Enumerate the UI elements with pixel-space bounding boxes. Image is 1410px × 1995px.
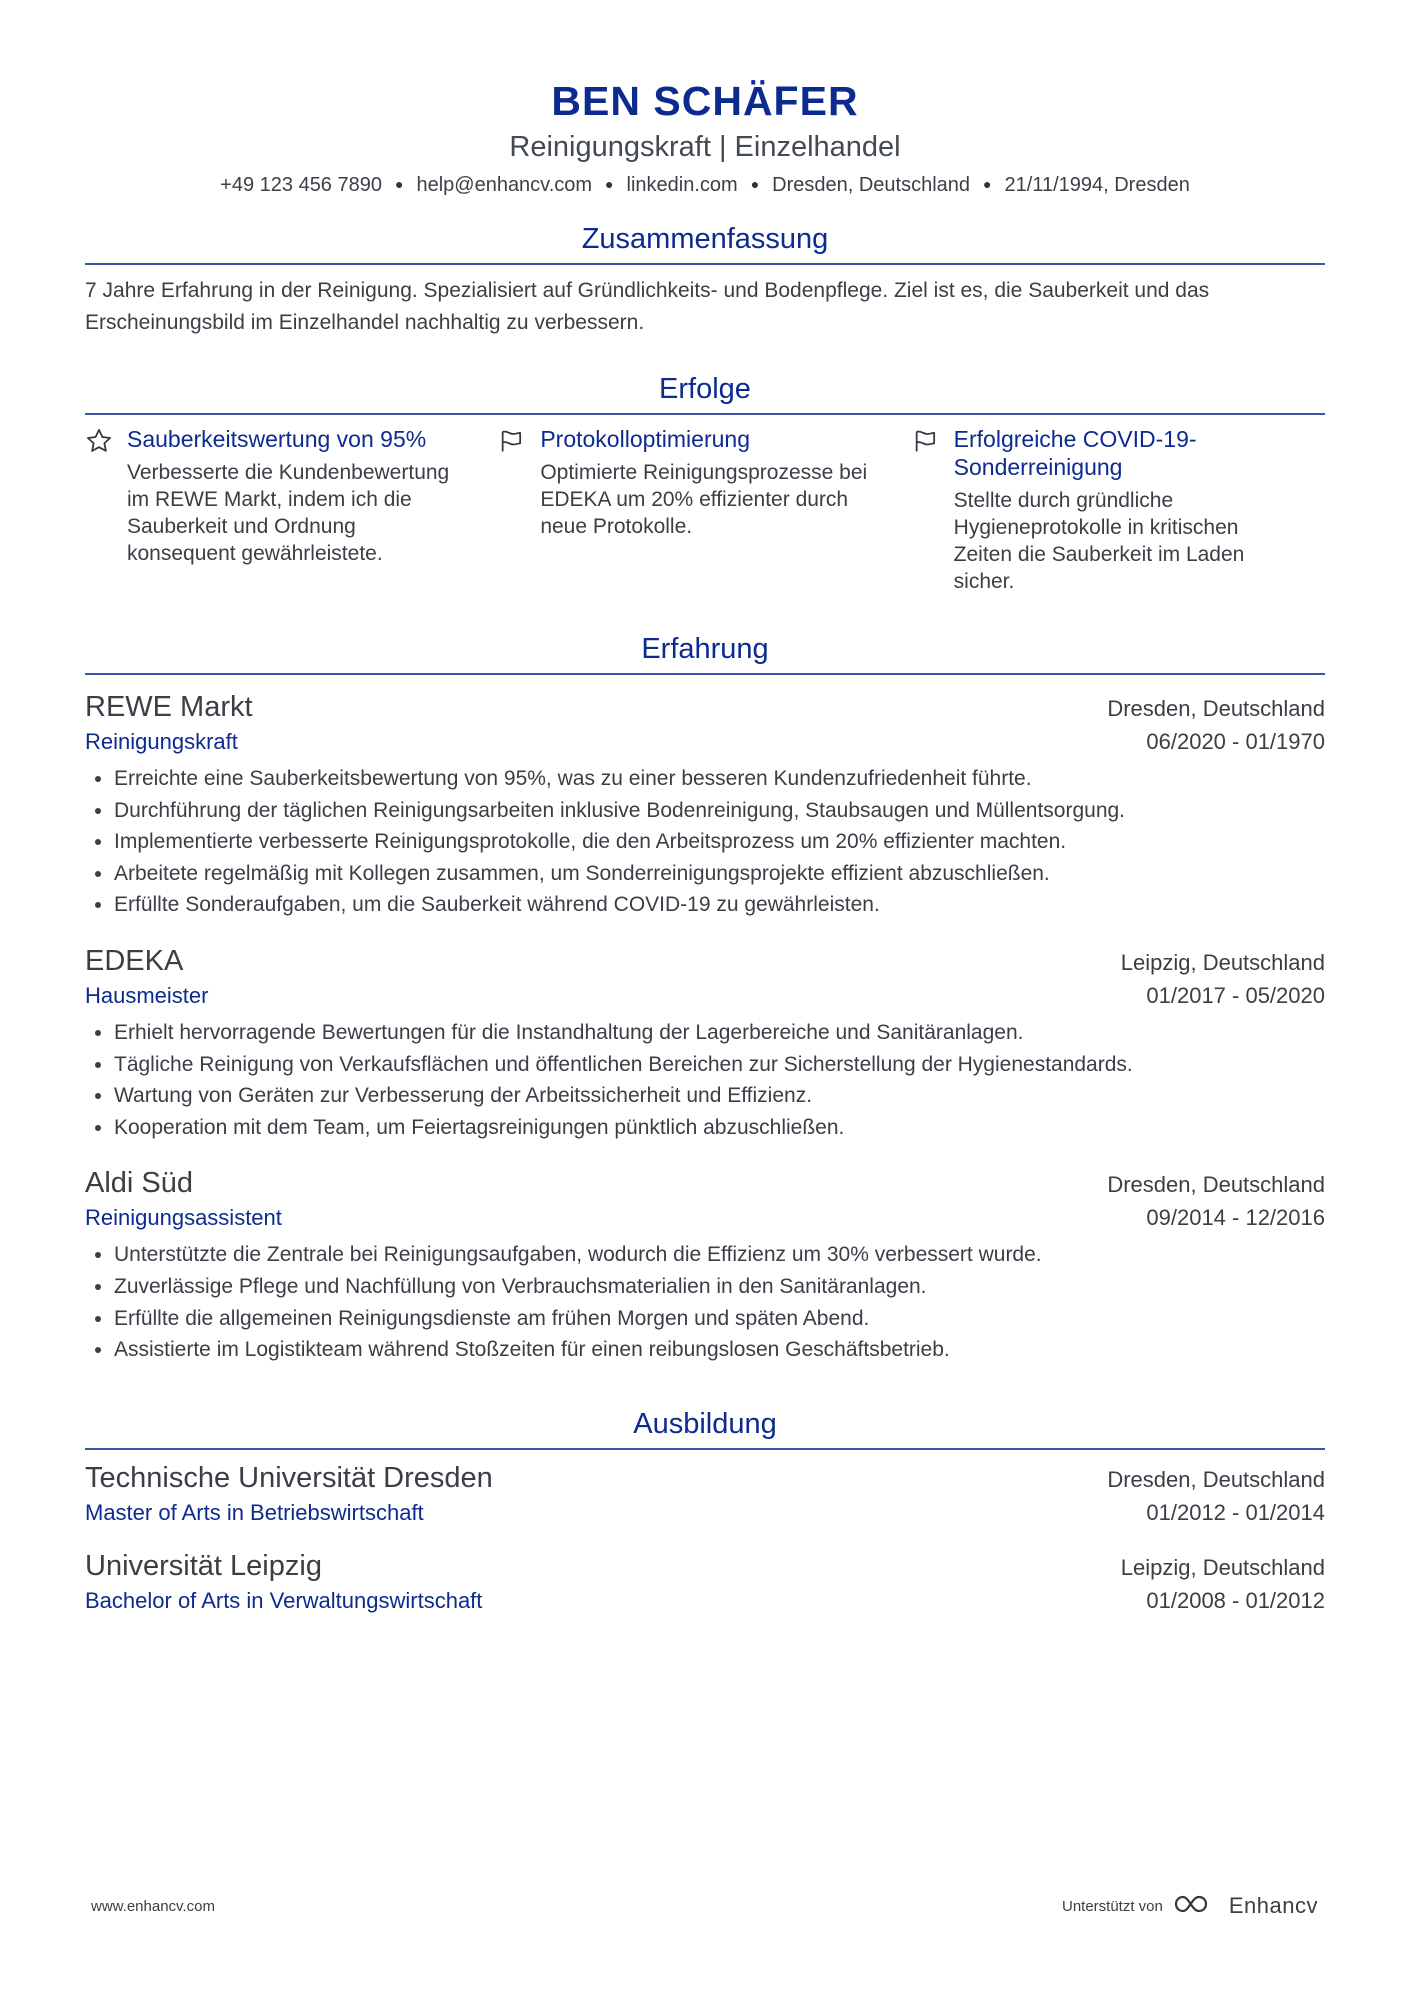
list-item: • Wartung von Geräten zur Verbesserung der Arbeitssicherheit und Effizienz. — [114, 1080, 1325, 1112]
job-dates: 09/2014 - 12/2016 — [1146, 1205, 1325, 1231]
job-bullets — [85, 1017, 1325, 1143]
company-name: REWE Markt — [85, 691, 253, 723]
list-item: • Erreichte eine Sauberkeitsbewertung von 95%, was zu einer besseren Kundenzufriedenheit führte. — [114, 763, 1325, 795]
summary-section — [85, 219, 1325, 339]
separator-dot-icon: ● — [394, 176, 404, 192]
education-dates: 01/2008 - 01/2012 — [1146, 1587, 1325, 1613]
list-item: • Zuverlässige Pflege und Nachfüllung von Verbrauchsmaterialien in den Sanitäranlagen. — [114, 1271, 1325, 1303]
job-location: Dresden, Deutschland — [1107, 696, 1325, 721]
brand-name: Enhancv — [1228, 1893, 1318, 1918]
section-title-summary: Zusammenfassung — [85, 219, 1325, 265]
achievement-item — [912, 425, 1325, 595]
achievement-description: Verbesserte die Kundenbewertung im REWE Markt, indem ich die Sauberkeit und Ordnung konsequent gewährleistete. — [127, 461, 450, 565]
achievements-section — [85, 369, 1325, 595]
footer-website[interactable]: www.enhancv.com — [91, 1897, 215, 1915]
separator-dot-icon: ● — [983, 176, 992, 192]
job-dates: 06/2020 - 01/1970 — [1146, 729, 1325, 754]
star-icon — [85, 425, 127, 595]
company-name: Aldi Süd — [85, 1167, 194, 1200]
education-entry — [85, 1548, 1325, 1618]
list-item: • Implementierte verbesserte Reinigungsprotokolle, die den Arbeitsprozess um 20% effizienter machten. — [114, 826, 1325, 858]
separator-dot-icon: ● — [750, 176, 760, 192]
flag-icon — [498, 425, 540, 595]
job-role: Reinigungskraft — [85, 729, 238, 754]
achievement-description: Optimierte Reinigungsprozesse bei EDEKA um 20% effizienter durch neue Protokolle. — [540, 461, 868, 538]
education-dates: 01/2012 - 01/2014 — [1146, 1499, 1325, 1525]
achievement-title: Erfolgreiche COVID-19-Sonderreinigung — [953, 426, 1197, 480]
location: Dresden, Deutschland — [772, 174, 971, 196]
list-item: • Durchführung der täglichen Reinigungsarbeiten inklusive Bodenreinigung, Staubsaugen und Müllentsorgung. — [114, 795, 1325, 827]
job-bullets — [85, 1239, 1325, 1365]
list-item: • Erfüllte die allgemeinen Reinigungsdienste am frühen Morgen und späten Abend. — [114, 1303, 1325, 1335]
flag-icon — [912, 425, 954, 595]
list-item: • Tägliche Reinigung von Verkaufsflächen und öffentlichen Bereichen zur Sicherstellung der Hygienestandards. — [114, 1049, 1325, 1081]
birth-info: 21/11/1994, Dresden — [1004, 174, 1190, 196]
summary-text: 7 Jahre Erfahrung in der Reinigung. Spezialisiert auf Gründlichkeits- und Bodenpflege. Ziel ist es, die Sauberkeit und das Erscheinungsbild im Einzelhandel nachhaltig zu verbessern. — [85, 279, 1210, 334]
section-title-experience: Erfahrung — [85, 629, 1325, 675]
achievement-description: Stellte durch gründliche Hygieneprotokolle in kritischen Zeiten die Sauberkeit im Laden sicher. — [953, 489, 1245, 593]
education-entry — [85, 1460, 1325, 1530]
email: help@enhancv.com — [416, 174, 593, 196]
section-title-achievements: Erfolge — [85, 369, 1325, 415]
job-entry — [85, 1165, 1325, 1365]
job-location: Leipzig, Deutschland — [1120, 949, 1325, 975]
linkedin: linkedin.com — [626, 174, 738, 196]
candidate-name: BEN SCHÄFER — [551, 78, 859, 124]
candidate-title: Reinigungskraft | Einzelhandel — [509, 131, 901, 163]
degree: Master of Arts in Betriebswirtschaft — [85, 1499, 424, 1525]
job-bullets — [85, 763, 1325, 921]
enhancv-logo-icon — [1173, 1892, 1219, 1920]
job-dates: 01/2017 - 05/2020 — [1146, 982, 1325, 1008]
achievement-title: Sauberkeitswertung von 95% — [127, 426, 427, 452]
school-location: Dresden, Deutschland — [1107, 1466, 1325, 1492]
job-entry — [85, 943, 1325, 1143]
company-name: EDEKA — [85, 944, 184, 977]
list-item: • Unterstützte die Zentrale bei Reinigungsaufgaben, wodurch die Effizienz um 30% verbessert wurde. — [114, 1239, 1325, 1271]
job-location: Dresden, Deutschland — [1107, 1172, 1325, 1198]
list-item: • Kooperation mit dem Team, um Feiertagsreinigungen pünktlich abzuschließen. — [114, 1112, 1325, 1144]
degree: Bachelor of Arts in Verwaltungswirtschaft — [85, 1587, 483, 1613]
section-title-education: Ausbildung — [85, 1404, 1325, 1450]
school-name: Technische Universität Dresden — [85, 1461, 493, 1494]
achievements-list — [85, 425, 1325, 595]
achievement-item — [85, 425, 498, 595]
school-name: Universität Leipzig — [85, 1549, 322, 1582]
powered-by-label: Unterstützt von — [1061, 1897, 1163, 1915]
school-location: Leipzig, Deutschland — [1120, 1554, 1325, 1580]
list-item: • Assistierte im Logistikteam während Stoßzeiten für einen reibungslosen Geschäftsbetrieb. — [114, 1334, 1325, 1366]
list-item: • Arbeitete regelmäßig mit Kollegen zusammen, um Sonderreinigungsprojekte effizient abzuschließen. — [114, 858, 1325, 890]
contact-line — [85, 170, 1325, 199]
resume-header — [85, 0, 1325, 199]
list-item: • Erhielt hervorragende Bewertungen für die Instandhaltung der Lagerbereiche und Sanitäranlagen. — [114, 1017, 1325, 1049]
job-entry — [85, 689, 1325, 921]
powered-by — [1062, 1892, 1318, 1920]
achievement-item — [498, 425, 911, 595]
separator-dot-icon: ● — [605, 176, 614, 192]
education-section — [85, 1404, 1325, 1618]
phone: +49 123 456 7890 — [220, 174, 382, 196]
job-role: Hausmeister — [85, 982, 209, 1008]
achievement-title: Protokolloptimierung — [540, 426, 750, 452]
job-role: Reinigungsassistent — [85, 1205, 282, 1231]
experience-section — [85, 629, 1325, 1366]
footer — [91, 1892, 1318, 1920]
list-item: • Erfüllte Sonderaufgaben, um die Sauberkeit während COVID-19 zu gewährleisten. — [114, 889, 1325, 921]
